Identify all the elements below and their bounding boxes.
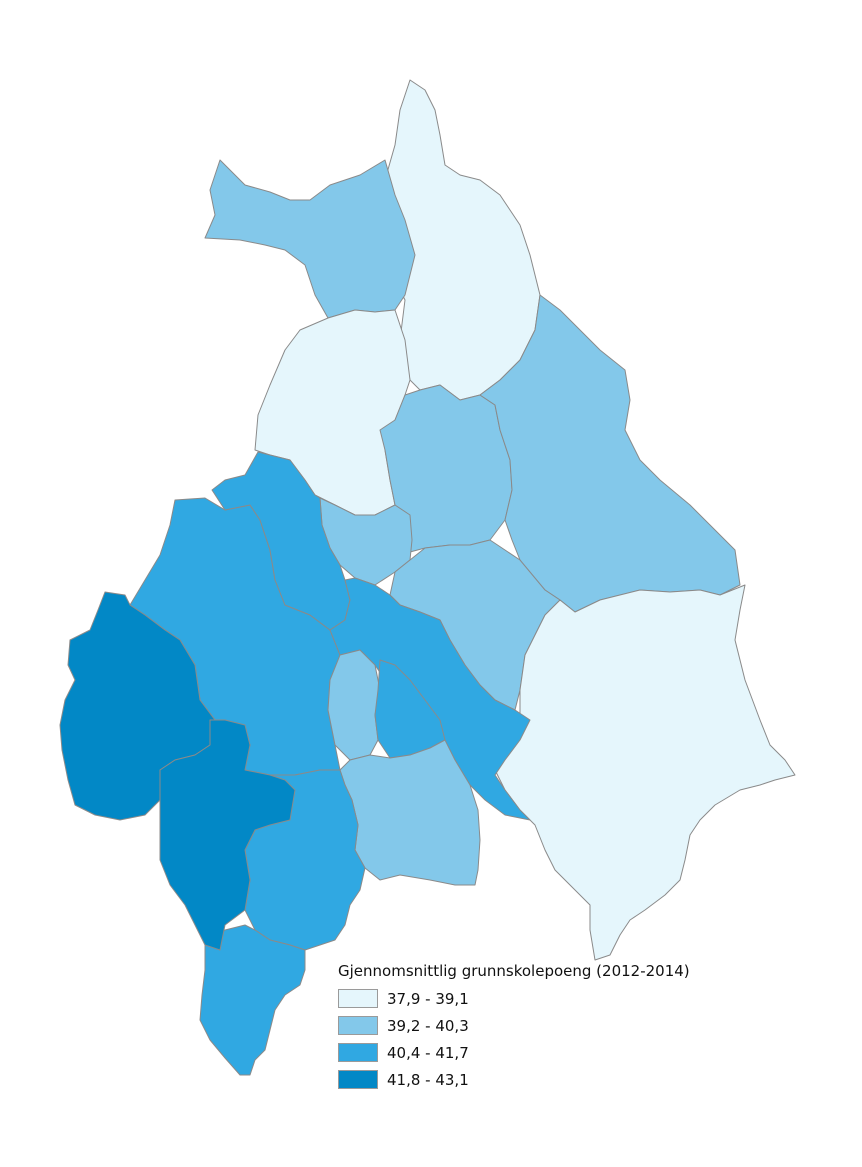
legend-item [338,1069,738,1090]
legend-label: 41,8 - 43,1 [387,1070,469,1089]
legend-swatch [338,1016,378,1035]
legend-swatch [338,1043,378,1062]
legend-label: 37,9 - 39,1 [387,989,469,1008]
legend-swatch [338,989,378,1008]
legend-label: 39,2 - 40,3 [387,1016,469,1035]
map-legend [338,962,738,1096]
region-southeast[interactable] [495,585,795,960]
legend-label: 40,4 - 41,7 [387,1043,469,1062]
legend-swatch [338,1070,378,1089]
region-northwest[interactable] [205,160,415,318]
region-inner-left[interactable] [328,650,380,760]
legend-title: Gjennomsnittlig grunnskolepoeng (2012-2014) [338,962,690,980]
legend-item [338,988,738,1009]
legend-item [338,1042,738,1063]
legend-item [338,1015,738,1036]
legend-items [338,988,738,1090]
